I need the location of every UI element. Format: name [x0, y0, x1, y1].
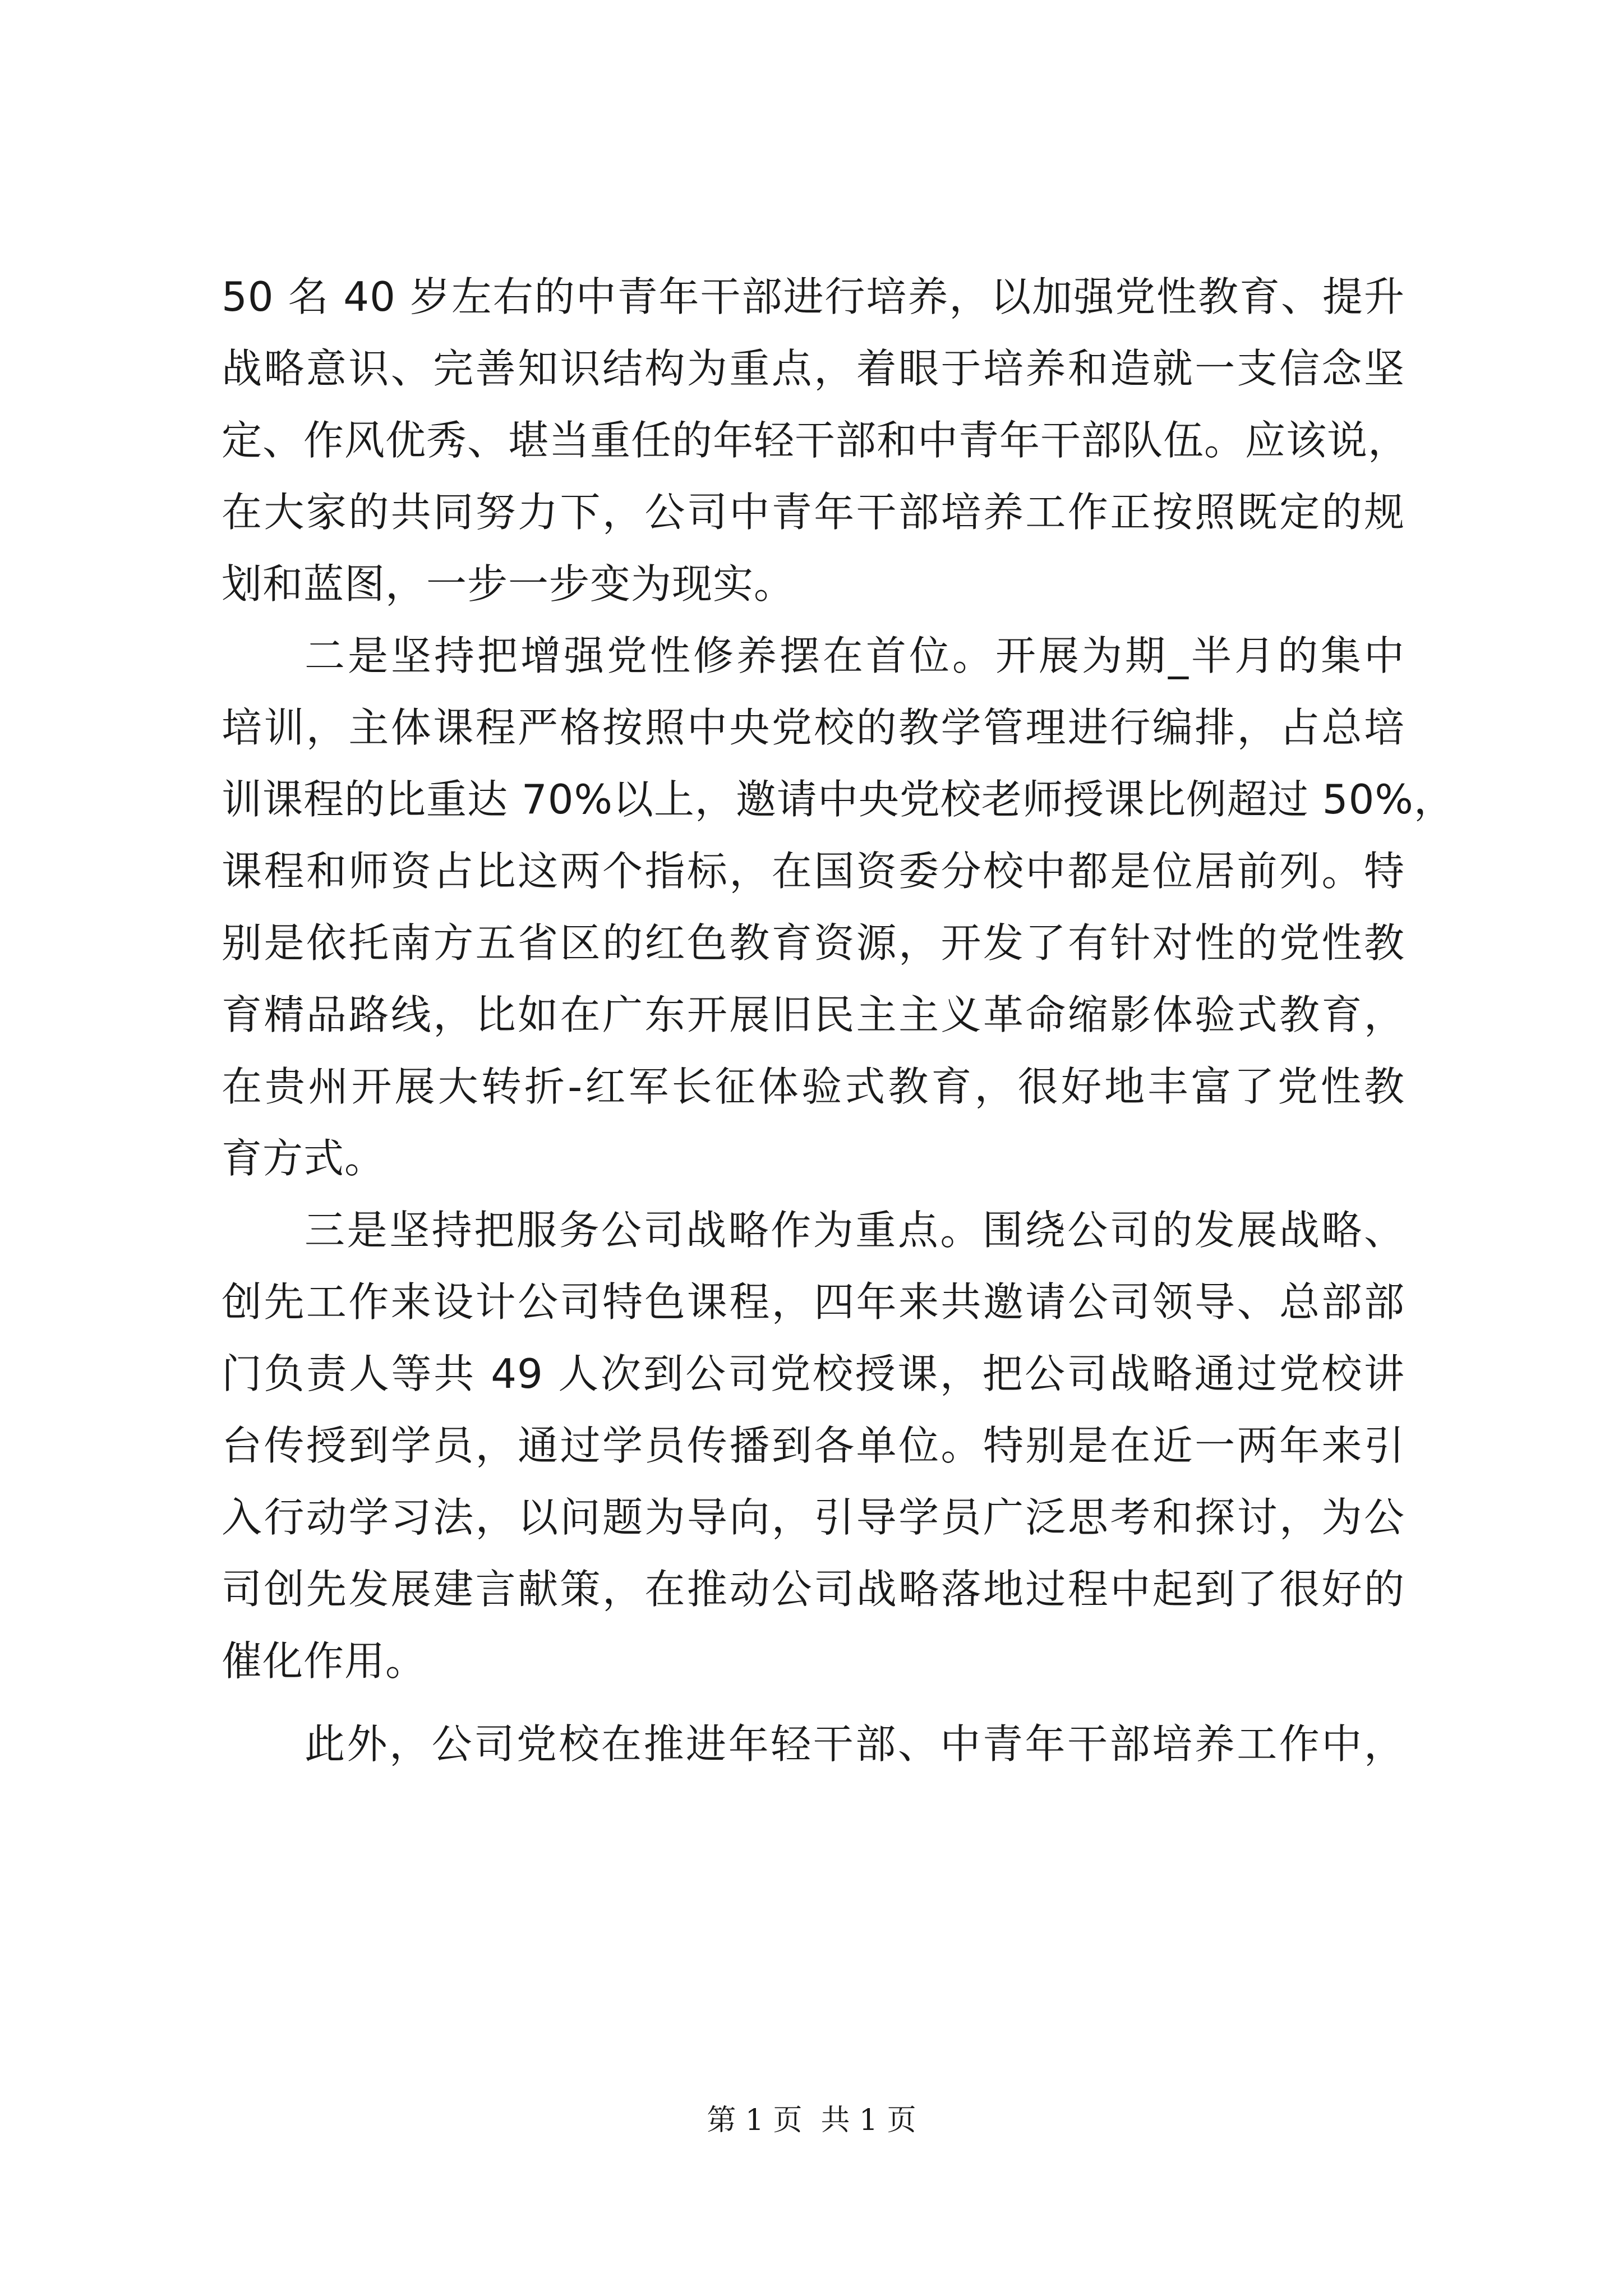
- paragraph-3: [222, 1194, 1405, 1697]
- document-body: [222, 261, 1455, 1780]
- text-line: 培训，主体课程严格按照中央党校的教学管理进行编排，占总培: [222, 704, 1405, 751]
- text-line: 训课程的比重达 70%以上，邀请中央党校老师授课比例超过 50%，: [222, 776, 1455, 823]
- text-line: 在大家的共同努力下，公司中青年干部培养工作正按照既定的规: [222, 489, 1405, 536]
- text-line: 战略意识、完善知识结构为重点，着眼于培养和造就一支信念坚: [222, 345, 1405, 392]
- paragraph-4: [222, 1708, 1405, 1780]
- text-line: 划和蓝图，一步一步变为现实。: [222, 560, 795, 608]
- text-line: 定、作风优秀、堪当重任的年轻干部和中青年干部队伍。应该说，: [222, 417, 1409, 464]
- text-line: 门负责人等共 49 人次到公司党校授课，把公司战略通过党校讲: [222, 1350, 1405, 1397]
- text-line: 创先工作来设计公司特色课程，四年来共邀请公司领导、总部部: [222, 1278, 1405, 1326]
- text-line: 三是坚持把服务公司战略作为重点。围绕公司的发展战略、: [305, 1207, 1405, 1254]
- page-footer: [0, 2101, 1623, 2140]
- paragraph-1: [222, 261, 1409, 620]
- text-line: 台传授到学员，通过学员传播到各单位。特别是在近一两年来引: [222, 1422, 1405, 1469]
- text-line: 此外，公司党校在推进年轻干部、中青年干部培养工作中，: [305, 1720, 1405, 1768]
- text-line: 二是坚持把增强党性修养摆在首位。开展为期_半月的集中: [305, 632, 1405, 679]
- text-line: 在贵州开展大转折-红军长征体验式教育，很好地丰富了党性教: [222, 1063, 1405, 1110]
- text-line: 司创先发展建言献策，在推动公司战略落地过程中起到了很好的: [222, 1566, 1405, 1613]
- text-line: 催化作用。: [222, 1637, 427, 1685]
- text-line: 50 名 40 岁左右的中青年干部进行培养，以加强党性教育、提升: [222, 273, 1405, 320]
- page-number-label: 第 1 页 共 1 页: [707, 2104, 916, 2137]
- text-line: 入行动学习法，以问题为导向，引导学员广泛思考和探讨，为公: [222, 1494, 1405, 1541]
- text-line: 育方式。: [222, 1135, 386, 1182]
- text-line: 育精品路线，比如在广东开展旧民主主义革命缩影体验式教育，: [222, 991, 1405, 1038]
- text-line: 课程和师资占比这两个指标，在国资委分校中都是位居前列。特: [222, 848, 1405, 895]
- text-line: 别是依托南方五省区的红色教育资源，开发了有针对性的党性教: [222, 919, 1405, 967]
- paragraph-2: [222, 620, 1455, 1194]
